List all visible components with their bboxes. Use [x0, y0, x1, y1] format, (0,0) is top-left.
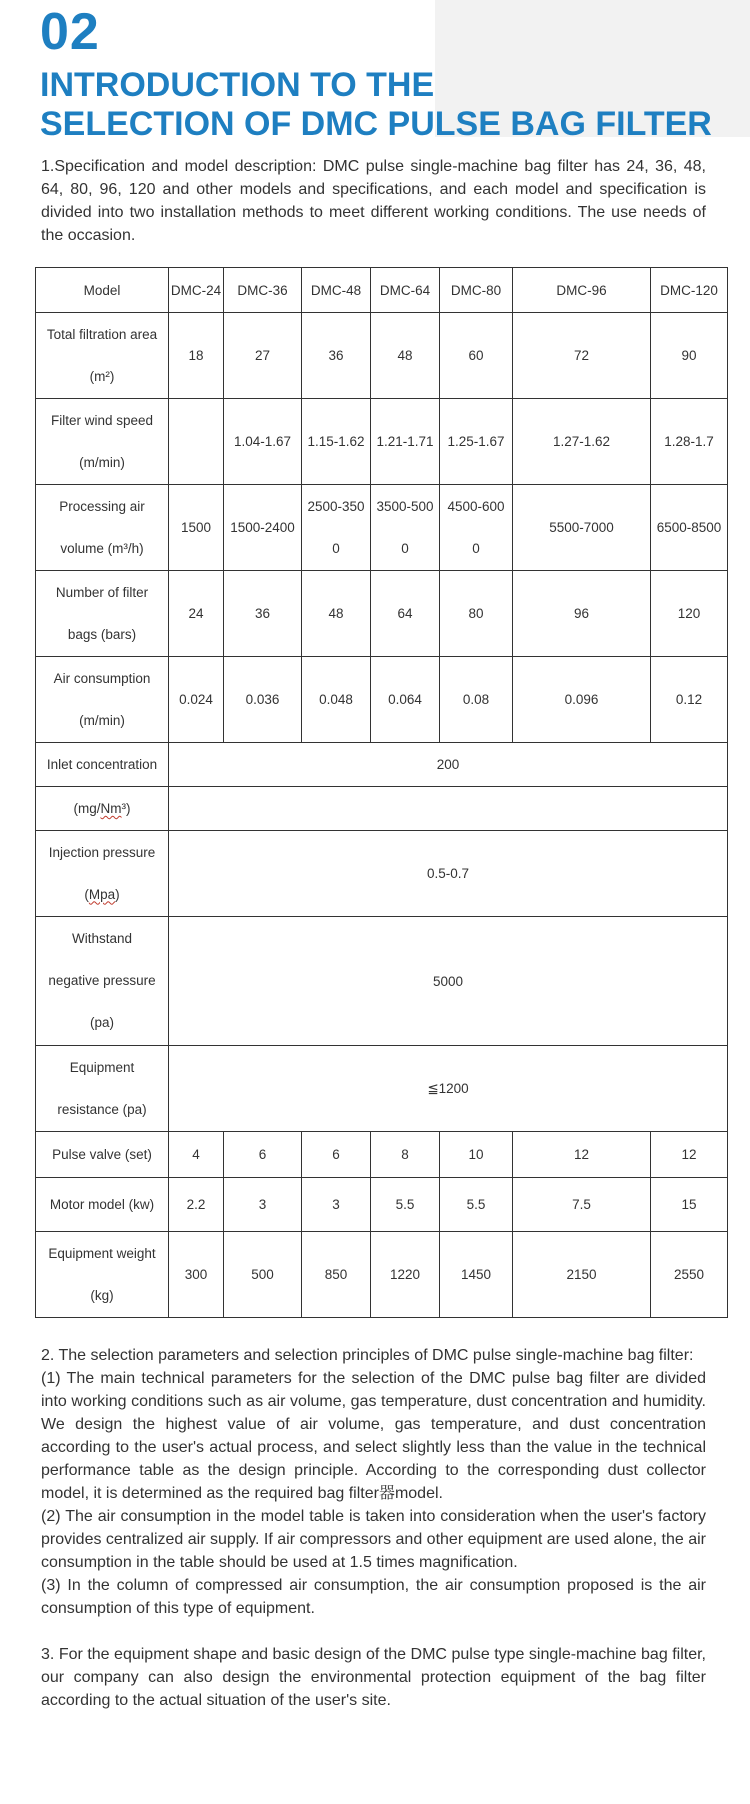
table-cell: 72	[513, 313, 651, 399]
table-row-motor-model	[36, 1178, 728, 1232]
table-cell: 2500-350 0	[302, 485, 371, 571]
row-label: Equipment resistance (pa)	[36, 1046, 169, 1132]
table-cell: 18	[169, 313, 224, 399]
model-cell: DMC-96	[513, 268, 651, 313]
table-cell: 0.096	[513, 657, 651, 743]
table-cell: 15	[651, 1178, 728, 1232]
table-cell: 0.064	[371, 657, 440, 743]
table-cell: 300	[169, 1232, 224, 1318]
table-row-negative-pressure	[36, 917, 728, 1046]
specification-table	[35, 267, 728, 1318]
table-cell: 5.5	[371, 1178, 440, 1232]
table-cell: 120	[651, 571, 728, 657]
table-cell: 2150	[513, 1232, 651, 1318]
notes-heading: 2. The selection parameters and selection principles of DMC pulse single-machine bag filter:	[41, 1347, 694, 1364]
table-cell: 12	[513, 1132, 651, 1178]
model-cell: DMC-120	[651, 268, 728, 313]
table-cell: 0.048	[302, 657, 371, 743]
table-cell: 1450	[440, 1232, 513, 1318]
table-cell: 1.15-1.62	[302, 399, 371, 485]
row-label: Equipment weight (kg)	[36, 1232, 169, 1318]
table-cell: 80	[440, 571, 513, 657]
table-cell: 500	[224, 1232, 302, 1318]
table-cell: 36	[302, 313, 371, 399]
table-row-filter-bags	[36, 571, 728, 657]
table-cell: 3	[302, 1178, 371, 1232]
table-row-inlet-concentration-unit	[36, 787, 728, 831]
table-cell: 0.024	[169, 657, 224, 743]
table-cell: 96	[513, 571, 651, 657]
row-label: Number of filter bags (bars)	[36, 571, 169, 657]
table-row-inlet-concentration	[36, 743, 728, 787]
table-cell: 200	[169, 743, 728, 787]
table-row-pulse-valve	[36, 1132, 728, 1178]
section-number: 02	[40, 3, 100, 61]
section-title-line-1: INTRODUCTION TO THE	[40, 66, 435, 104]
model-cell: DMC-64	[371, 268, 440, 313]
table-cell: 27	[224, 313, 302, 399]
table-cell: 0.5-0.7	[169, 831, 728, 917]
intro-paragraph: 1.Specification and model description: DMC pulse single-machine bag filter has 24, 36, 48, 64, 80, 96, 120 and other models and specifications, and each model and specification is divided into two installation methods to meet different working conditions. The use needs of the occasion.	[41, 158, 706, 244]
table-cell: 1.28-1.7	[651, 399, 728, 485]
table-row-filtration-area	[36, 313, 728, 399]
row-label: Injection pressure (Mpa)	[36, 831, 169, 917]
row-label: Model	[36, 268, 169, 313]
model-cell: DMC-24	[169, 268, 224, 313]
table-cell: 5500-7000	[513, 485, 651, 571]
row-label: Processing air volume (m³/h)	[36, 485, 169, 571]
table-cell: 2.2	[169, 1178, 224, 1232]
row-label: (mg/Nm³)	[36, 787, 169, 831]
section-title-line-2: SELECTION OF DMC PULSE BAG FILTER	[40, 105, 712, 143]
table-cell: 1220	[371, 1232, 440, 1318]
table-cell: 6	[224, 1132, 302, 1178]
row-label: Filter wind speed (m/min)	[36, 399, 169, 485]
table-cell: 4500-600 0	[440, 485, 513, 571]
table-row-wind-speed	[36, 399, 728, 485]
row-label: Inlet concentration	[36, 743, 169, 787]
table-cell: 8	[371, 1132, 440, 1178]
table-cell: 5000	[169, 917, 728, 1046]
model-cell: DMC-48	[302, 268, 371, 313]
table-cell: 36	[224, 571, 302, 657]
table-cell: 7.5	[513, 1178, 651, 1232]
notes-spacer	[41, 1620, 706, 1643]
table-row-injection-pressure	[36, 831, 728, 917]
table-cell: 1.27-1.62	[513, 399, 651, 485]
table-cell: 48	[302, 571, 371, 657]
table-row-equipment-resistance	[36, 1046, 728, 1132]
row-label: Motor model (kw)	[36, 1178, 169, 1232]
table-cell: 1.25-1.67	[440, 399, 513, 485]
selection-notes	[41, 1344, 706, 1712]
table-cell: 90	[651, 313, 728, 399]
table-row-air-volume	[36, 485, 728, 571]
row-label: Total filtration area (m²)	[36, 313, 169, 399]
notes-item-2: (2) The air consumption in the model table is taken into consideration when the user's factory provides centralized air supply. If air compressors and other equipment are used alone, the air consumption in the table should be used at 1.5 times magnification.	[41, 1508, 706, 1571]
table-cell: 3500-500 0	[371, 485, 440, 571]
table-cell: 12	[651, 1132, 728, 1178]
table-cell: 1500	[169, 485, 224, 571]
table-cell: 48	[371, 313, 440, 399]
table-cell: 64	[371, 571, 440, 657]
table-cell: 5.5	[440, 1178, 513, 1232]
table-cell: 24	[169, 571, 224, 657]
table-cell: 0.036	[224, 657, 302, 743]
notes-item-3: (3) In the column of compressed air consumption, the air consumption proposed is the air consumption of this type of equipment.	[41, 1577, 706, 1617]
section-title	[40, 66, 730, 144]
table-cell	[169, 399, 224, 485]
table-cell: 0.08	[440, 657, 513, 743]
table-cell: 10	[440, 1132, 513, 1178]
table-cell: ≦1200	[169, 1046, 728, 1132]
table-cell: 4	[169, 1132, 224, 1178]
table-row-equipment-weight	[36, 1232, 728, 1318]
table-cell: 1.21-1.71	[371, 399, 440, 485]
table-row-model	[36, 268, 728, 313]
table-cell: 1.04-1.67	[224, 399, 302, 485]
table-cell-empty	[169, 787, 728, 831]
notes-item-1: (1) The main technical parameters for the selection of the DMC pulse bag filter are divided into working conditions such as air volume, gas temperature, dust concentration and humidity. We design the highest value of air volume, gas temperature, and dust concentration according to the user's actual process, and select slightly less than the value in the technical performance table as the design principle. According to the corresponding dust collector model, it is determined as the required bag filter器model.	[41, 1370, 706, 1502]
table-cell: 2550	[651, 1232, 728, 1318]
table-cell: 6	[302, 1132, 371, 1178]
notes-design-paragraph: 3. For the equipment shape and basic design of the DMC pulse type single-machine bag filter, our company can also design the environmental protection equipment of the bag filter according to the actual situation of the user's site.	[41, 1646, 706, 1709]
table-cell: 6500-8500	[651, 485, 728, 571]
row-label: Withstand negative pressure (pa)	[36, 917, 169, 1046]
model-cell: DMC-80	[440, 268, 513, 313]
model-cell: DMC-36	[224, 268, 302, 313]
table-cell: 3	[224, 1178, 302, 1232]
table-row-air-consumption	[36, 657, 728, 743]
row-label: Air consumption (m/min)	[36, 657, 169, 743]
table-cell: 0.12	[651, 657, 728, 743]
table-cell: 60	[440, 313, 513, 399]
table-cell: 850	[302, 1232, 371, 1318]
table-cell: 1500-2400	[224, 485, 302, 571]
row-label: Pulse valve (set)	[36, 1132, 169, 1178]
